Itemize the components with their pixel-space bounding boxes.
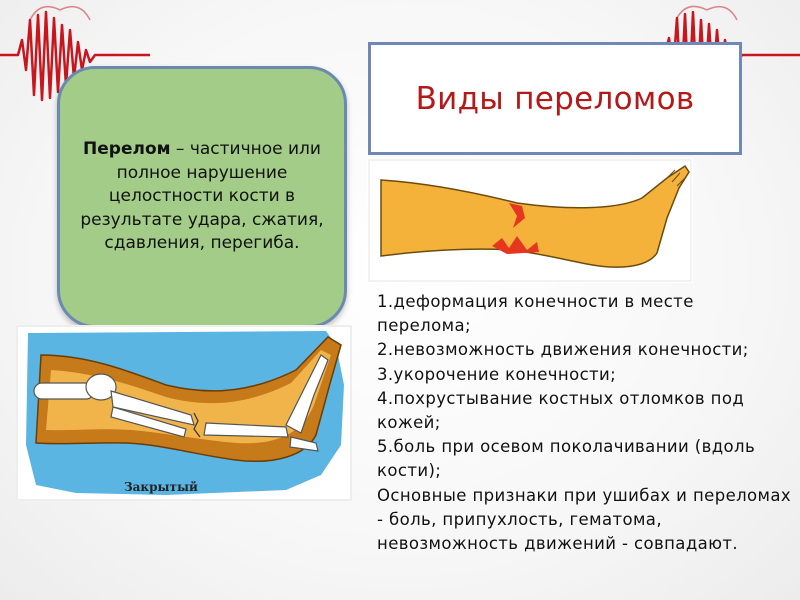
symptoms-list — [377, 290, 792, 556]
closed-fracture-illustration — [16, 325, 352, 501]
leg-fracture-illustration — [367, 158, 693, 283]
definition-box — [57, 66, 347, 328]
symptom-item: 5.боль при осевом поколачивании (вдоль кости); — [377, 437, 756, 481]
definition-text — [80, 138, 324, 256]
figure-caption: Закрытый — [124, 480, 198, 494]
symptom-summary: Основные признаки при ушибах и переломах - боль, припухлость, гематома, невозможность движений - совпадают. — [377, 485, 792, 554]
symptom-item: 4.похрустывание костных отломков под кожей; — [377, 388, 745, 433]
slide-title: Виды переломов — [415, 80, 695, 117]
symptom-item: 2.невозможность движения конечности; — [377, 340, 749, 360]
symptom-item: 1.деформация конечности в месте перелома; — [377, 292, 694, 336]
symptom-item: 3.укорочение конечности; — [377, 364, 617, 384]
definition-term: Перелом — [83, 139, 171, 160]
title-box — [368, 42, 742, 155]
definition-body: – частичное или полное нарушение целостности кости в результате удара, сжатия, сдавления, перегиба. — [80, 139, 324, 254]
